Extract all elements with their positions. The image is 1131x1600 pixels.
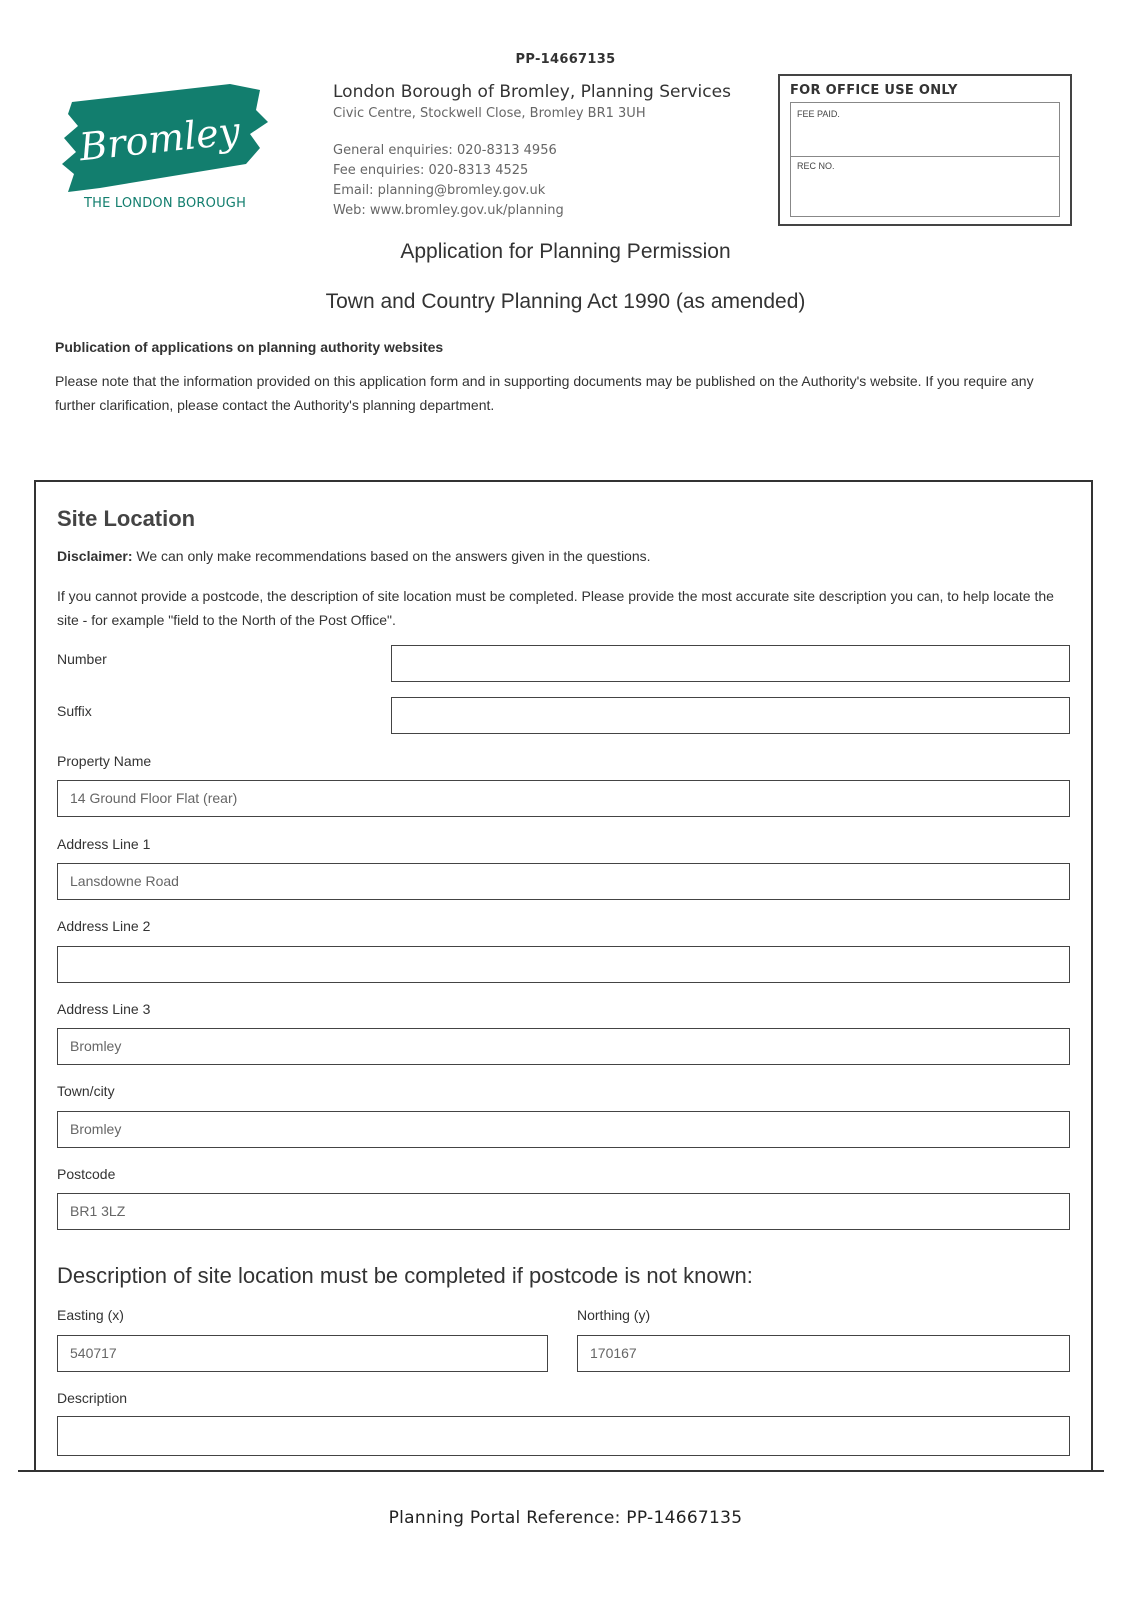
address-line-3-label: Address Line 3 [57,1001,151,1017]
organisation-name: London Borough of Bromley, Planning Services [333,82,731,102]
fee-paid-label: FEE PAID. [797,109,840,119]
disclaimer [57,548,651,564]
property-name-label: Property Name [57,753,152,769]
logo-subtitle: THE LONDON BOROUGH [84,196,247,211]
property-name-input[interactable]: 14 Ground Floor Flat (rear) [57,780,1070,817]
town-city-input[interactable]: Bromley [57,1111,1070,1148]
northing-input[interactable]: 170167 [577,1335,1070,1372]
footer-reference: Planning Portal Reference: PP-14667135 [388,1508,743,1528]
description-heading: Description of site location must be completed if postcode is not known: [57,1263,753,1288]
organisation-address: Civic Centre, Stockwell Close, Bromley BR1 3UH [333,106,646,121]
rec-no-label: REC NO. [797,161,835,171]
suffix-label: Suffix [57,703,92,719]
reference-number-top: PP-14667135 [515,52,616,67]
page-subtitle: Town and Country Planning Act 1990 (as amended) [325,290,806,313]
northing-label: Northing (y) [577,1307,651,1323]
fee-enquiries: Fee enquiries: 020-8313 4525 [333,163,529,178]
disclaimer-label: Disclaimer: [57,548,133,564]
description-input[interactable] [57,1416,1070,1456]
bromley-logo [60,82,270,212]
suffix-input[interactable] [391,697,1070,734]
contact-web[interactable]: Web: www.bromley.gov.uk/planning [333,203,564,218]
address-line-2-input[interactable] [57,946,1070,983]
town-city-label: Town/city [57,1083,115,1099]
postcode-input[interactable]: BR1 3LZ [57,1193,1070,1230]
easting-label: Easting (x) [57,1307,124,1323]
address-line-3-input[interactable]: Bromley [57,1028,1070,1065]
office-use-title: FOR OFFICE USE ONLY [790,83,958,98]
description-label: Description [57,1390,128,1406]
office-divider [791,156,1059,157]
easting-input[interactable]: 540717 [57,1335,548,1372]
page-title: Application for Planning Permission [400,240,731,263]
office-use-inner [790,102,1060,217]
number-label: Number [57,651,107,667]
publication-heading: Publication of applications on planning authority websites [55,339,444,355]
logo-wordmark: Bromley [77,108,243,170]
address-line-2-label: Address Line 2 [57,918,151,934]
office-use-box [778,74,1072,226]
publication-text: Please note that the information provided on this application form and in supporting documents may be published on the Authority's website. If you require any further clarification, please contact the Authority's planning department. [55,373,1034,413]
section-title: Site Location [57,506,196,531]
contact-email[interactable]: Email: planning@bromley.gov.uk [333,183,546,198]
site-instructions: If you cannot provide a postcode, the description of site location must be completed. Please provide the most accurate site description you can, to help locate the site - for example "field to the North of the Post Office". [57,588,1054,628]
number-input[interactable] [391,645,1070,682]
address-line-1-input[interactable]: Lansdowne Road [57,863,1070,900]
address-line-1-label: Address Line 1 [57,836,151,852]
disclaimer-text: We can only make recommendations based on the answers given in the questions. [132,548,651,564]
postcode-label: Postcode [57,1166,116,1182]
general-enquiries: General enquiries: 020-8313 4956 [333,143,557,158]
panel-bottom-rule [18,1470,1104,1472]
